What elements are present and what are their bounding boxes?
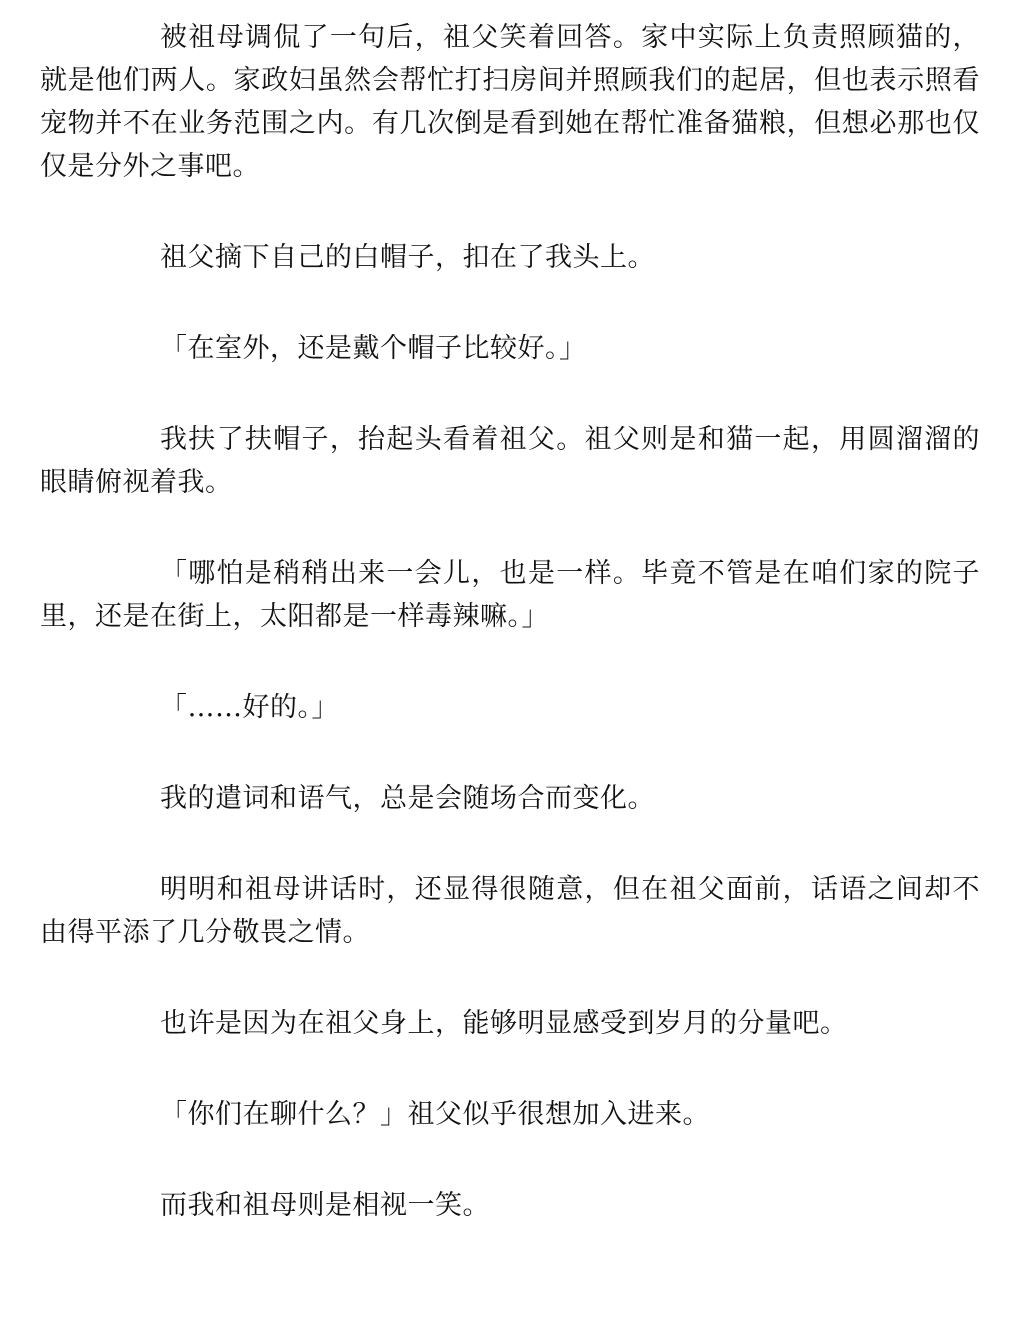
paragraph-1: 被祖母调侃了一句后，祖父笑着回答。家中实际上负责照顾猫的，就是他们两人。家政妇虽然会帮忙打扫房间并照顾我们的起居，但也表示照看宠物并不在业务范围之内。有几次倒是看到她在帮忙准备猫粮，但想必那也仅仅是分外之事吧。 bbox=[40, 22, 980, 182]
paragraph-11: 而我和祖母则是相视一笑。 bbox=[160, 1190, 490, 1221]
paragraph-6: 「……好的。」 bbox=[160, 692, 339, 723]
paragraph-2: 祖父摘下自己的白帽子，扣在了我头上。 bbox=[160, 242, 655, 273]
paragraph-5: 「哪怕是稍稍出来一会儿，也是一样。毕竟不管是在咱们家的院子里，还是在街上，太阳都是一样毒辣嘛。」 bbox=[40, 558, 980, 632]
paragraph-4: 我扶了扶帽子，抬起头看着祖父。祖父则是和猫一起，用圆溜溜的眼睛俯视着我。 bbox=[40, 424, 980, 498]
paragraph-10: 「你们在聊什么？」祖父似乎很想加入进来。 bbox=[160, 1099, 710, 1130]
paragraph-3: 「在室外，还是戴个帽子比较好。」 bbox=[160, 333, 587, 364]
document-page bbox=[40, 16, 980, 1275]
paragraph-7: 我的遣词和语气，总是会随场合而变化。 bbox=[160, 783, 655, 814]
paragraph-9: 也许是因为在祖父身上，能够明显感受到岁月的分量吧。 bbox=[160, 1008, 848, 1039]
paragraph-8: 明明和祖母讲话时，还显得很随意，但在祖父面前，话语之间却不由得平添了几分敬畏之情。 bbox=[40, 874, 980, 948]
